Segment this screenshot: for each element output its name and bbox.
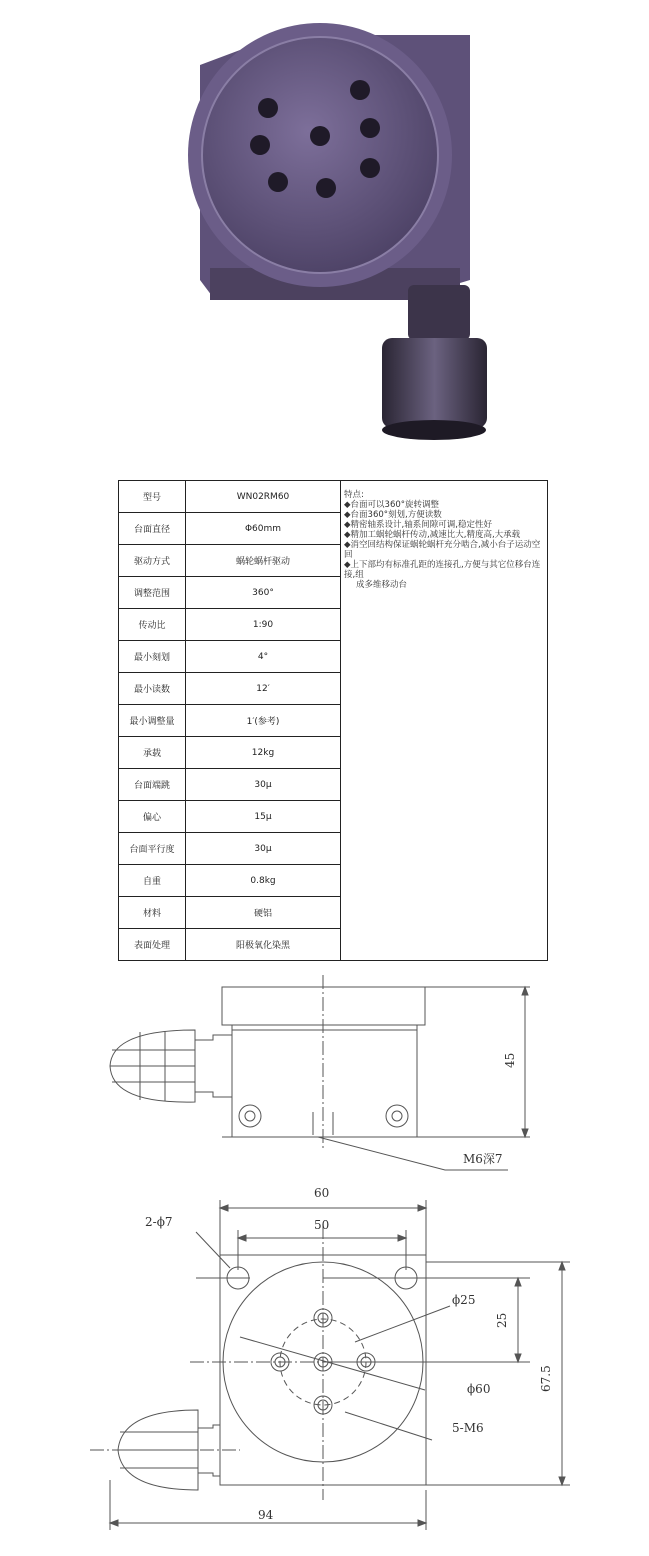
spec-label: 偏心 — [119, 801, 186, 833]
feature-line: ◆台面360°刻划,方便读数 — [344, 510, 442, 520]
features-cell — [341, 481, 548, 961]
spec-label: 承载 — [119, 737, 186, 769]
spec-value: 1:90 — [186, 609, 341, 641]
spec-value: 硬铝 — [186, 897, 341, 929]
table-diameter-label: ϕ60 — [467, 1382, 491, 1396]
spec-value: 30μ — [186, 769, 341, 801]
feature-line: 成多维移动台 — [356, 580, 408, 590]
spec-label: 最小读数 — [119, 673, 186, 705]
spec-value: 360° — [186, 577, 341, 609]
spec-label: 传动比 — [119, 609, 186, 641]
side-view — [110, 975, 530, 1170]
spec-value: 4° — [186, 641, 341, 673]
inner-diameter-label: ϕ25 — [452, 1293, 476, 1307]
spec-value: 1′(参考) — [186, 705, 341, 737]
holes-label: 5-M6 — [452, 1421, 484, 1435]
spec-label: 调整范围 — [119, 577, 186, 609]
offset-dim-label: 25 — [495, 1312, 509, 1328]
spec-value: 12′ — [186, 673, 341, 705]
features-title: 特点: — [344, 490, 364, 500]
spec-label: 最小调整量 — [119, 705, 186, 737]
spec-table — [118, 480, 548, 961]
feature-line: ◆精加工蜗轮蜗杆传动,减速比大,精度高,大承载 — [344, 530, 521, 540]
spec-label: 材料 — [119, 897, 186, 929]
spec-label: 表面处理 — [119, 929, 186, 961]
technical-drawing — [0, 965, 649, 1556]
thread-label: M6深7 — [463, 1152, 503, 1166]
feature-line: ◆台面可以360°旋转调整 — [344, 500, 440, 510]
feature-line: ◆消空回结构保证蜗轮蜗杆充分啮合,减小台子运动空回 — [344, 540, 541, 560]
spec-value: WN02RM60 — [186, 481, 341, 513]
spec-value: 0.8kg — [186, 865, 341, 897]
length-dim-label: 67.5 — [539, 1365, 553, 1392]
width-inner-label: 50 — [314, 1218, 330, 1232]
spec-value: 15μ — [186, 801, 341, 833]
feature-line: ◆精密轴系设计,轴系间隙可调,稳定性好 — [344, 520, 492, 530]
spec-label: 驱动方式 — [119, 545, 186, 577]
height-dim-label: 45 — [503, 1052, 517, 1068]
spec-label: 台面端跳 — [119, 769, 186, 801]
spec-label: 最小刻划 — [119, 641, 186, 673]
spec-value: Φ60mm — [186, 513, 341, 545]
spec-value: 蜗轮蜗杆驱动 — [186, 545, 341, 577]
top-view — [90, 1200, 570, 1530]
feature-line: ◆上下部均有标准孔距的连接孔,方便与其它位移台连接,组 — [344, 560, 541, 580]
spec-row — [119, 481, 548, 513]
spec-value: 阳极氧化染黑 — [186, 929, 341, 961]
product-photo — [170, 20, 500, 450]
total-length-label: 94 — [258, 1508, 274, 1522]
spec-label: 台面直径 — [119, 513, 186, 545]
spec-label: 型号 — [119, 481, 186, 513]
spec-label: 台面平行度 — [119, 833, 186, 865]
spec-label: 自重 — [119, 865, 186, 897]
width-outer-label: 60 — [314, 1186, 330, 1200]
spec-value: 30μ — [186, 833, 341, 865]
corner-holes-label: 2-ϕ7 — [145, 1215, 173, 1229]
spec-value: 12kg — [186, 737, 341, 769]
